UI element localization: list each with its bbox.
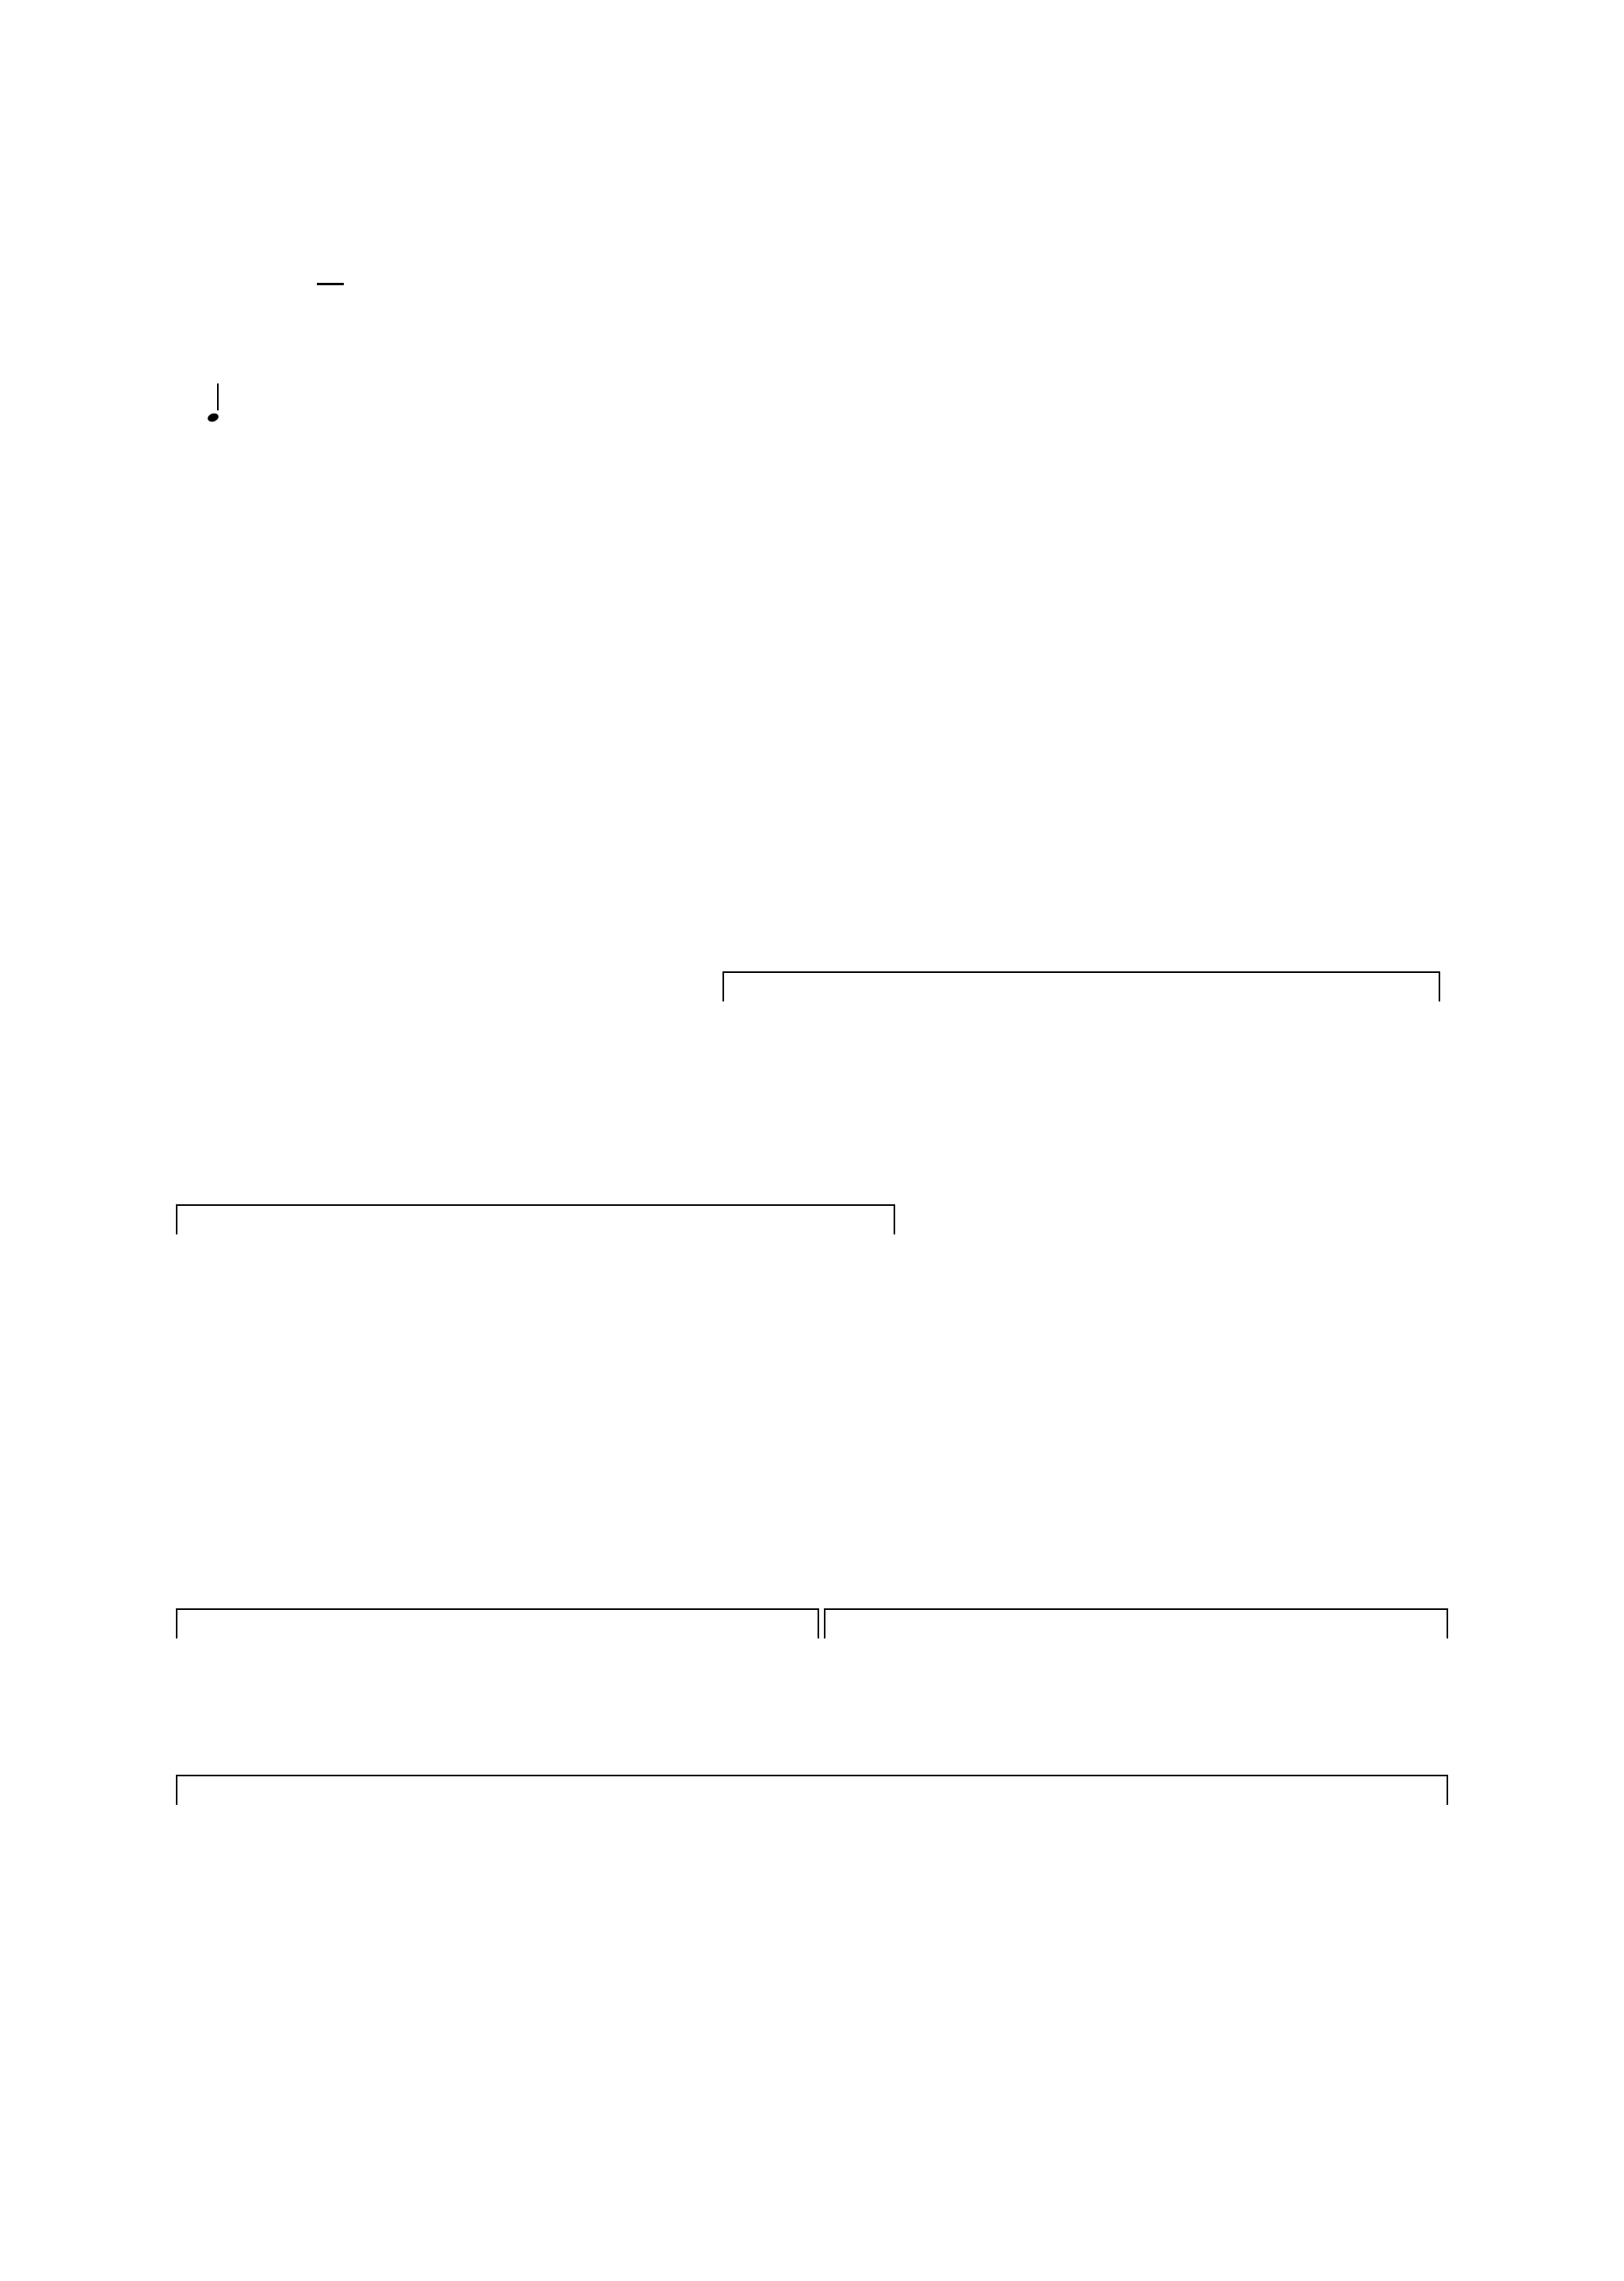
row7-first-ending-bracket [176, 1608, 819, 1638]
ending-phrase-label [177, 1776, 182, 1796]
second-ending-label [177, 1206, 182, 1226]
row7-first-ending-label [177, 1610, 182, 1630]
quarter-note-icon [207, 412, 220, 423]
ending-phrase-bracket [176, 1775, 1448, 1805]
first-ending-bracket [722, 971, 1440, 1001]
row7-second-ending-label [825, 1610, 830, 1630]
second-ending-bracket [176, 1204, 895, 1234]
time-signature [317, 282, 344, 286]
tempo-marking [208, 390, 220, 423]
row7-second-ending-bracket [824, 1608, 1448, 1638]
first-ending-label [724, 973, 729, 993]
